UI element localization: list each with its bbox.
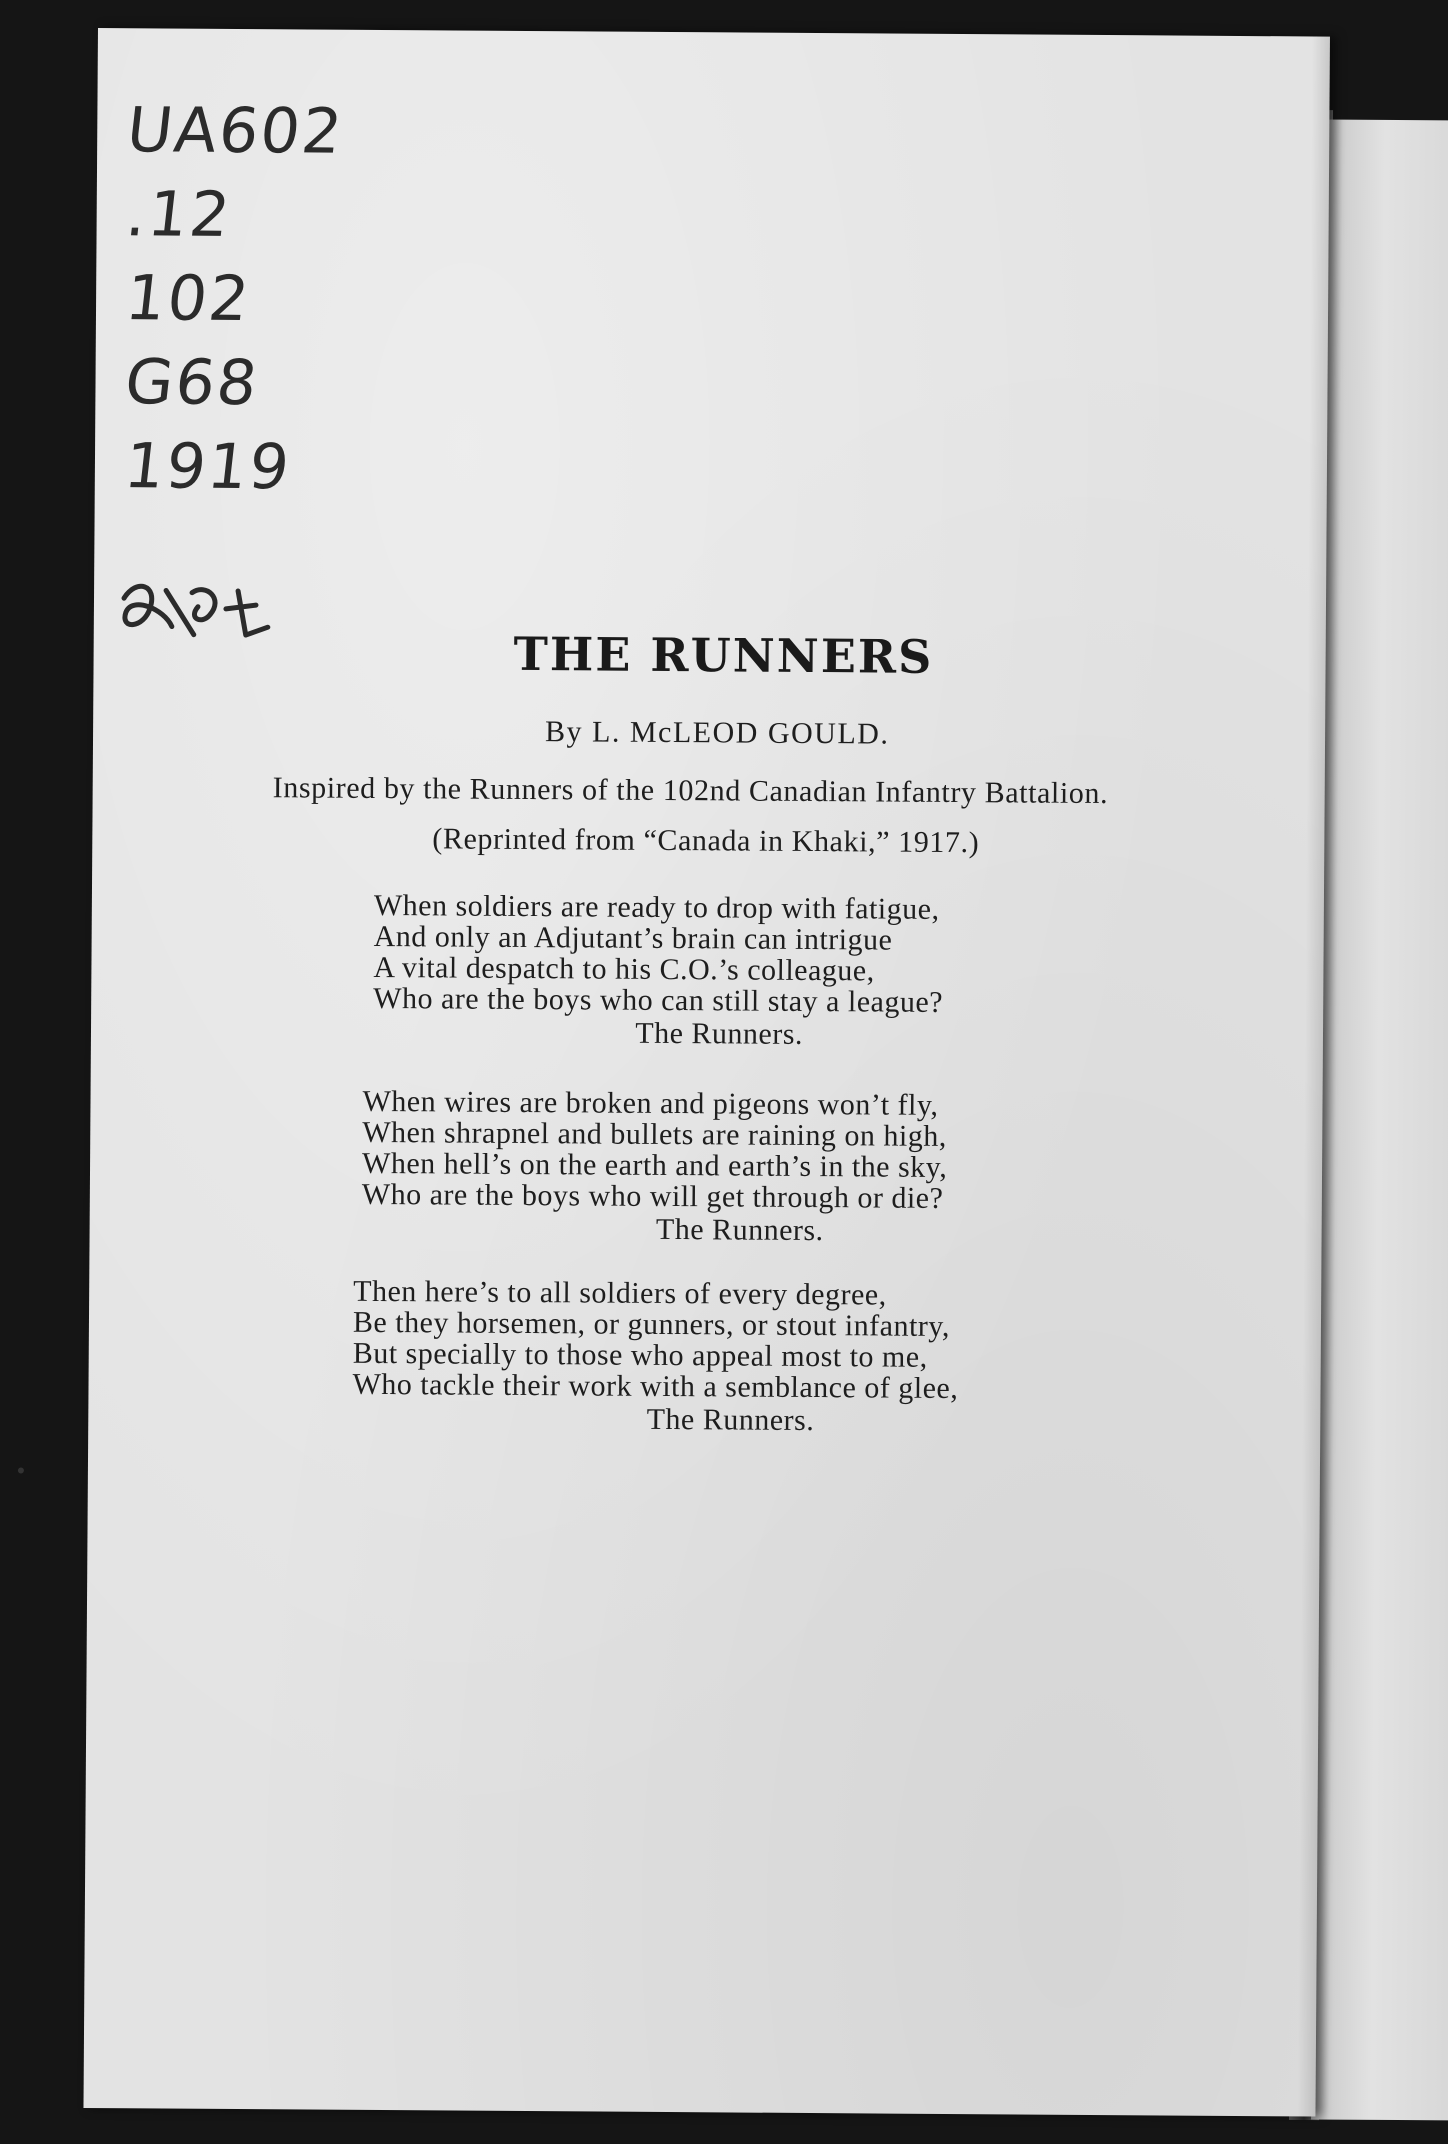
- reprint-note: (Reprinted from “Canada in Khaki,” 1917.): [432, 822, 980, 860]
- verse-line: When wires are broken and pigeons won’t fly,: [362, 1084, 939, 1122]
- verse-line: Be they horsemen, or gunners, or stout infantry,: [352, 1305, 951, 1343]
- handwritten-scribble: [106, 568, 307, 659]
- next-page-edge: [1311, 120, 1448, 2121]
- verse-line: Who are the boys who can still stay a league?: [373, 981, 944, 1019]
- handwritten-call-number: [120, 88, 348, 509]
- page: [83, 28, 1329, 2117]
- call-number-line: G68: [121, 345, 263, 420]
- verse-line: When hell’s on the earth and earth’s in the sky,: [361, 1146, 948, 1184]
- verse-line: Who tackle their work with a semblance of glee,: [352, 1367, 959, 1406]
- stanza: [361, 1084, 948, 1248]
- call-number-line: .12: [122, 177, 236, 251]
- verse-line: Who are the boys who will get through or die?: [361, 1177, 944, 1215]
- stanza: [352, 1274, 959, 1438]
- poem-title: THE RUNNERS: [513, 626, 934, 684]
- refrain: The Runners.: [655, 1212, 824, 1248]
- stanza: [373, 888, 944, 1051]
- call-number-line: 102: [122, 261, 255, 336]
- call-number-line: 1919: [120, 429, 295, 504]
- poem-byline: By L. McLEOD GOULD.: [544, 715, 890, 751]
- refrain: The Runners.: [635, 1016, 804, 1051]
- verse-line: Then here’s to all soldiers of every degree,: [353, 1274, 887, 1312]
- verse-line: And only an Adjutant’s brain can intrigue: [373, 919, 893, 957]
- call-number-line: UA602: [123, 93, 348, 168]
- verse-line: A vital despatch to his C.O.’s colleague,: [373, 950, 875, 988]
- dedication-line: Inspired by the Runners of the 102nd Canadian Infantry Battalion.: [272, 771, 1109, 811]
- verse-line: When shrapnel and bullets are raining on high,: [362, 1115, 947, 1153]
- verse-line: When soldiers are ready to drop with fatigue,: [373, 888, 940, 926]
- dust-speck: [18, 1467, 24, 1473]
- refrain: The Runners.: [646, 1402, 815, 1438]
- verse-line: But specially to those who appeal most to me,: [352, 1336, 928, 1374]
